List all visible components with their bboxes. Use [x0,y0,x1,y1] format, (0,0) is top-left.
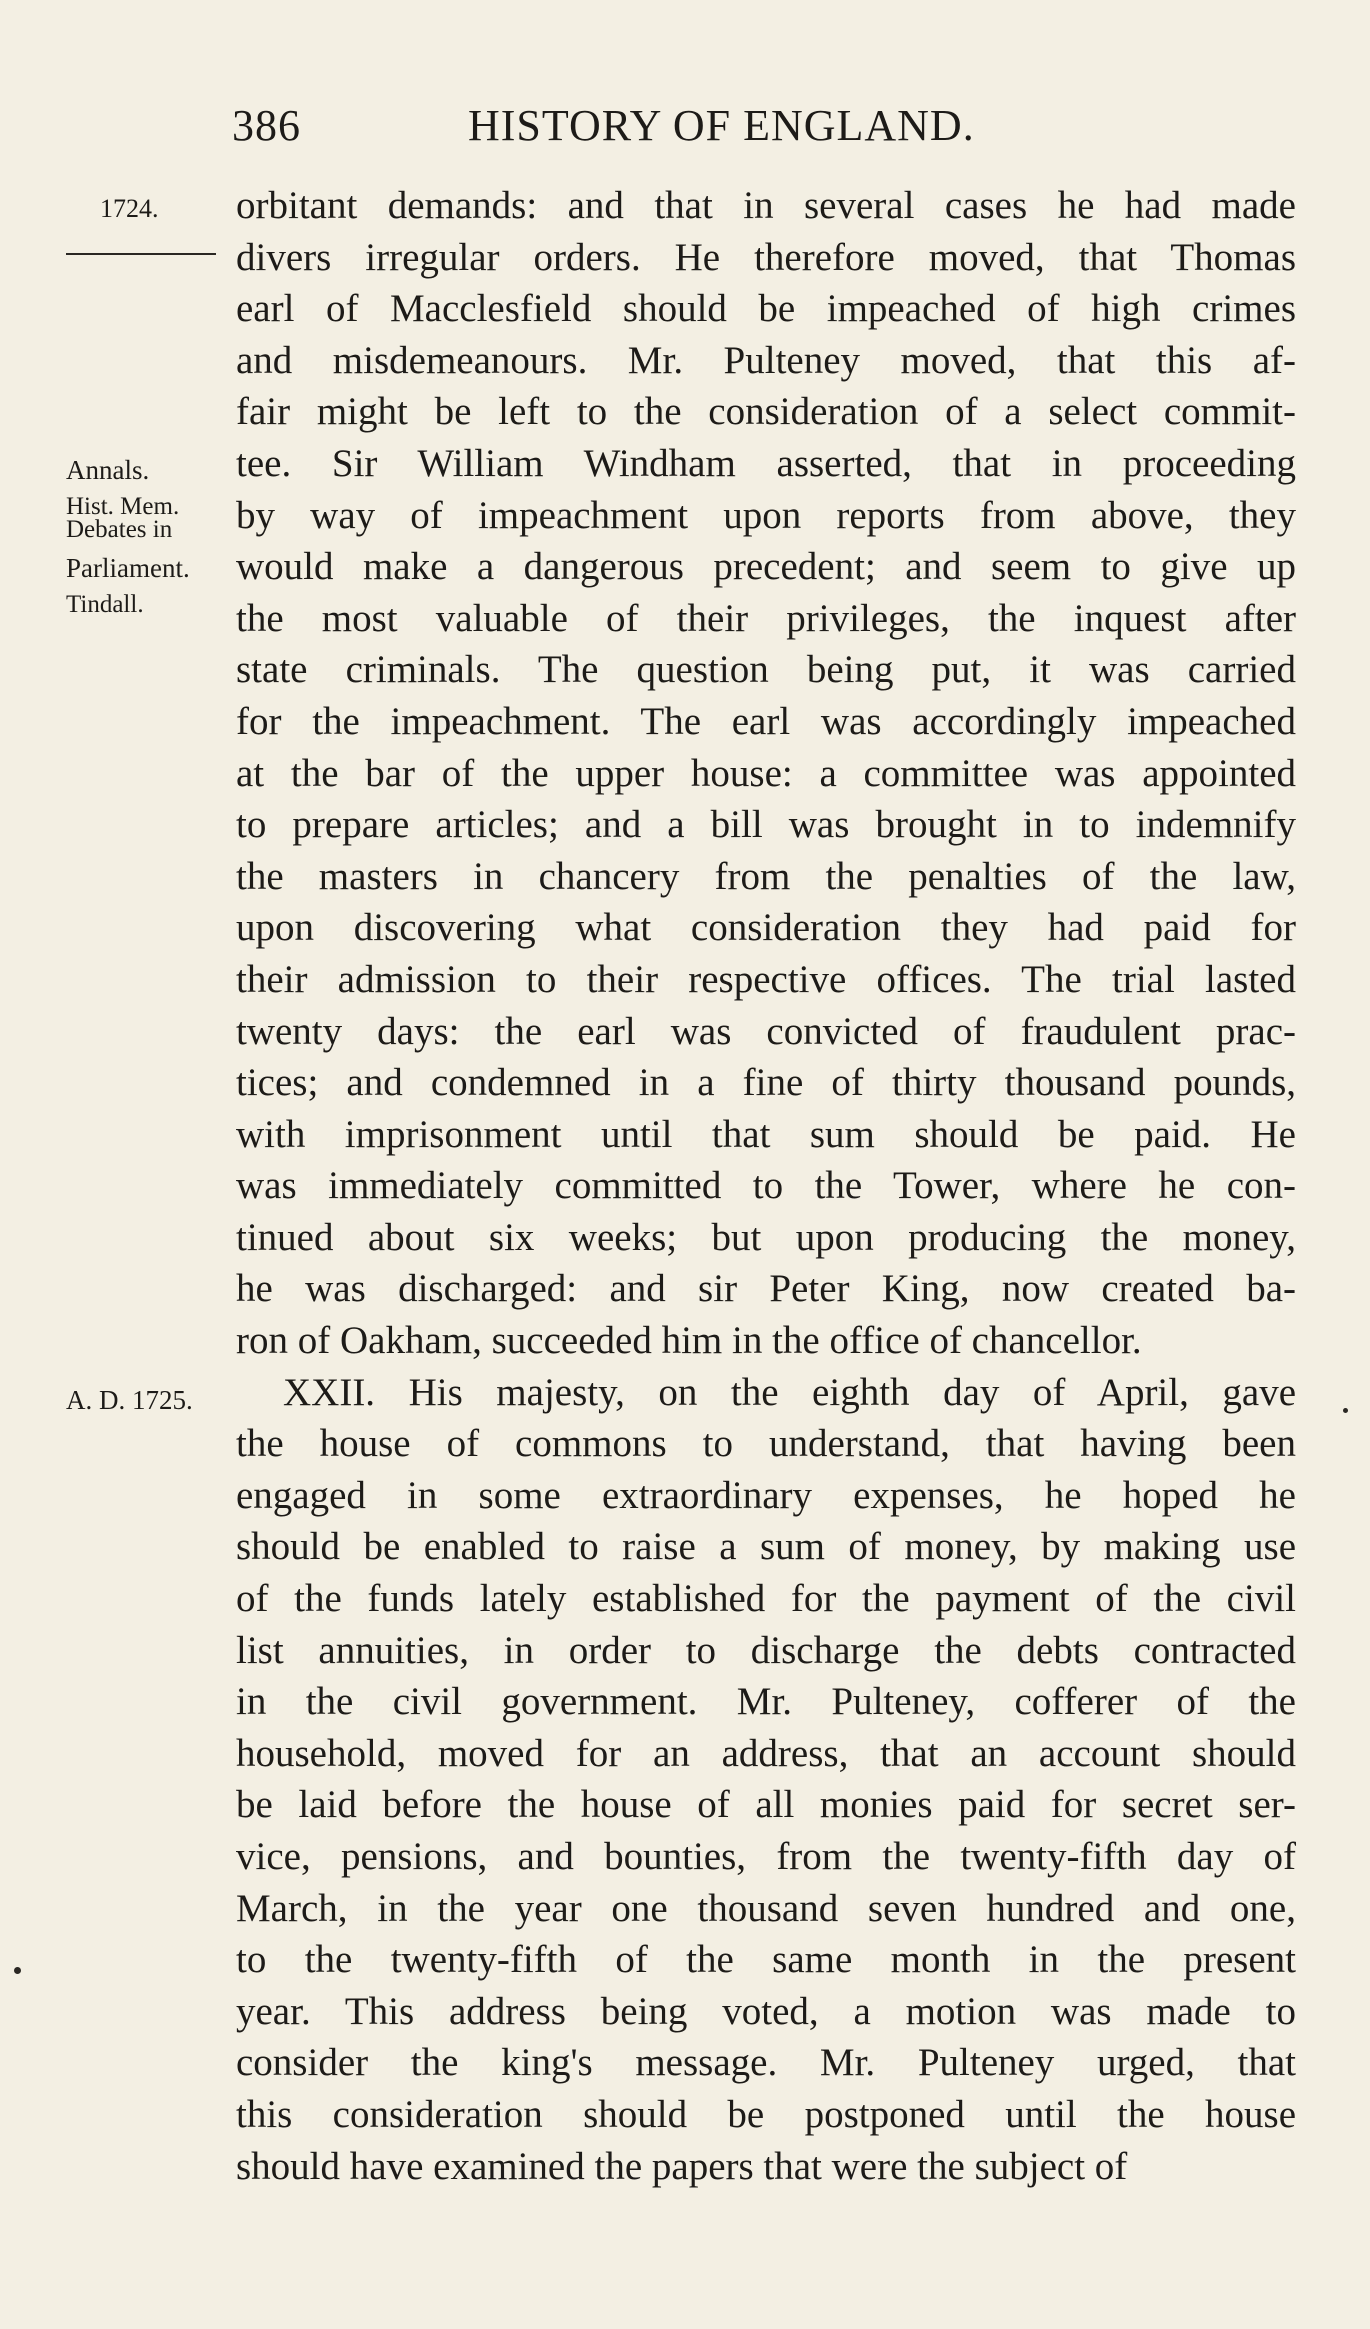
text-line: in the civil government. Mr. Pulteney, cofferer of the [236,1680,1296,1724]
text-line: the masters in chancery from the penalties of the law, [236,854,1296,898]
text-line: by way of impeachment upon reports from above, they [236,493,1296,537]
text-line: March, in the year one thousand seven hundred and one, [236,1886,1296,1930]
margin-note-parliament: Parliament. [66,553,190,583]
text-line: of the funds lately established for the payment of the civil [236,1577,1296,1621]
text-line: and misdemeanours. Mr. Pulteney moved, that this af- [236,338,1296,382]
text-line: engaged in some extraordinary expenses, he hoped he [236,1473,1296,1517]
text-line: upon discovering what consideration they had paid for [236,906,1296,950]
text-line: the most valuable of their privileges, the inquest after [236,596,1296,640]
text-line: twenty days: the earl was convicted of fraudulent prac- [236,1009,1296,1053]
text-line: XXII. His majesty, on the eighth day of April, gave [283,1370,1296,1414]
text-line: year. This address being voted, a motion was made to [236,1989,1296,2033]
text-line: for the impeachment. The earl was accordingly impeached [236,699,1296,743]
text-line: should be enabled to raise a sum of money, by making use [236,1525,1296,1569]
text-line: fair might be left to the consideration of a select commit- [236,390,1296,434]
page-title: HISTORY OF ENGLAND. [468,101,975,150]
text-line: at the bar of the upper house: a committee was appointed [236,751,1296,795]
text-line: tices; and condemned in a fine of thirty thousand pounds, [236,1061,1296,1105]
text-line: state criminals. The question being put, it was carried [236,648,1296,692]
text-line: to the twenty-fifth of the same month in the present [236,1938,1296,1982]
text-line: their admission to their respective offices. The trial lasted [236,957,1296,1001]
text-line: be laid before the house of all monies paid for secret ser- [236,1783,1296,1827]
text-line: he was discharged: and sir Peter King, now created ba- [236,1267,1296,1311]
margin-note-hist-mem: Hist. Mem. [66,493,180,520]
text-line: household, moved for an address, that an account should [236,1731,1296,1775]
print-speck [1343,1408,1348,1413]
margin-year: 1724. [100,194,159,223]
margin-divider [66,253,216,255]
text-line: with imprisonment until that sum should be paid. He [236,1112,1296,1156]
margin-year-1725: A. D. 1725. [66,1385,193,1415]
text-line: orbitant demands: and that in several cases he had made [236,184,1296,227]
page-number: 386 [232,101,301,150]
text-line: would make a dangerous precedent; and seem to give up [236,545,1296,589]
text-line: was immediately committed to the Tower, where he con- [236,1164,1296,1208]
margin-note-debates: Debates in [66,516,173,543]
text-line: to prepare articles; and a bill was brought in to indemnify [236,803,1296,847]
text-line: tinued about six weeks; but upon producing the money, [236,1215,1296,1259]
text-line: tee. Sir William Windham asserted, that in proceeding [236,441,1296,485]
text-line: consider the king's message. Mr. Pulteney urged, that [236,2041,1296,2085]
margin-note-annals: Annals. [66,455,150,485]
text-line: this consideration should be postponed until the house [236,2092,1296,2136]
text-line: earl of Macclesfield should be impeached of high crimes [236,287,1296,331]
text-line: divers irregular orders. He therefore moved, that Thomas [236,235,1296,279]
text-line: list annuities, in order to discharge the debts contracted [236,1628,1296,1672]
margin-note-tindall: Tindall. [66,591,144,618]
text-line: the house of commons to understand, that having been [236,1422,1296,1466]
text-line: ron of Oakham, succeeded him in the office of chancellor. [236,1319,1142,1363]
print-speck [14,1967,21,1974]
text-line: vice, pensions, and bounties, from the twenty-fifth day of [236,1835,1296,1878]
body-text [236,180,1296,2192]
text-line: should have examined the papers that were the subject of [236,2144,1128,2188]
running-head [232,100,1300,160]
